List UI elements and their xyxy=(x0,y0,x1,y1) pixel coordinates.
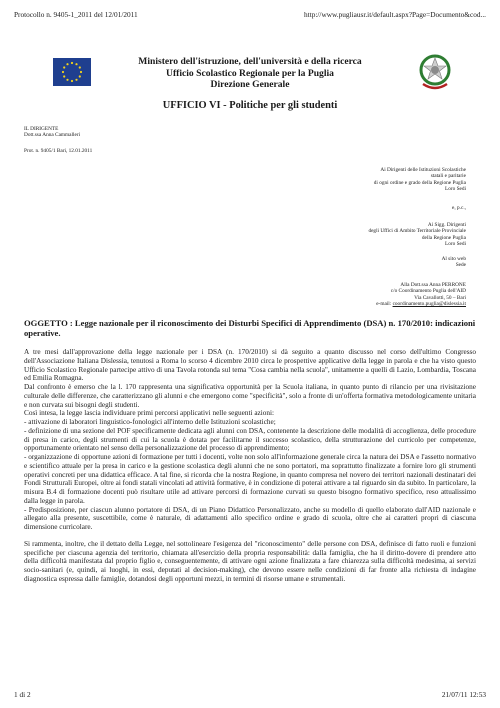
body-paragraph: A tre mesi dall'approvazione della legge nazionale per i DSA (n. 170/2010) si dà seguito a quanto discusso nel corso dell'ultimo Congresso dell'Associazione Italiana Dislessia, tenutosi a Roma lo scorso 4 dicembre 2010 circa le prospettive applicative della legge in parola e che ha visto questo Ufficio Scolastico Regionale partecipe attivo di una Tavola rotonda sul tema "Cosa cambia nella scuola", unitamente a quelli di Lazio, Lombardia, Toscana ed Emilia Romagna. xyxy=(24,348,476,383)
recipient-line: c/o Coordinamento Puglia dell'AID xyxy=(390,288,466,295)
recipient-line: della Regione Puglia xyxy=(421,234,466,241)
sender-name: Dott.ssa Anna Cammalleri xyxy=(24,132,81,139)
protocol-number: Prot. n. 9405/1 Bari, 12.01.2011 xyxy=(24,148,93,154)
recipient-line: Via Cavallotti, 50 – Bari xyxy=(414,294,466,301)
recipient-line: statali e paritarie xyxy=(430,173,466,180)
subject-line: OGGETTO : Legge nazionale per il riconoscimento dei Disturbi Specifici di Apprendimento (DSA) n. 170/2010: indicazioni operative. xyxy=(24,318,476,338)
body-paragraph: - definizione di una sezione del POF specificamente dedicata agli alunni con DSA, contenente la descrizione delle modalità di accoglienza, delle procedure di presa in carico, degli strumenti di cui la scuola è dotata per facilitarne il successo scolastico, della strutturazione del curricolo per competenze, opportunamente orientato nel senso della personalizzazione del processo di apprendimento; xyxy=(24,426,476,453)
letter-body xyxy=(24,348,476,584)
recipient-line: degli Uffici di Ambito Territoriale Provinciale xyxy=(368,228,466,235)
body-paragraph: Così intesa, la legge lascia individuare primi percorsi applicativi nelle seguenti azioni: xyxy=(24,409,275,418)
recipient-line: di ogni ordine e grado della Regione Puglia xyxy=(373,179,466,186)
office-title: UFFICIO VI - Politiche per gli studenti xyxy=(162,100,338,111)
recipients-block-aid xyxy=(216,282,466,308)
body-paragraph: - organizzazione di opportune azioni di formazione per tutti i docenti, volte non solo all'informazione generale circa la natura dei DSA e l'assetto normativo e scientifico attuale per la presa in carico e la gestione scolastica degli alunni che ne sono portatori, ma soprattutto finalizzate a fornire loro gli strumenti operativi concreti per una didattica efficace. A tal fine, si ricorda che la nostra Regione, in quanto compresa nel novero dei territori nazionali destinatari dei Fondi Strutturali Europei, oltre ai fondi statali vincolati ad attività formative, è in condizione di poterai attivare a tal riguardo sin da subito. In particolare, la misura B.4 di formazione docenti può risultare utile ad attivare percorsi di formazione curvati su questo bisogno formativo specifico, reso attualissimo dalla legge in parola. xyxy=(24,453,476,505)
body-paragraph: Si rammenta, inoltre, che il dettato della Legge, nel sottolineare l'esigenza del "riconoscimento" delle persone con DSA, definisce di fatto ruoli e funzioni specifiche per ciascuna agenzia del territorio, chiamata all'esercizio della propria responsabilità: dalla famiglia, che ha il diritto-dovere di prendere atto della difficoltà manifestata dal proprio figlio e, conseguentemente, di attivare ogni azione finalizzata a fare chiarezza sulla difficoltà medesima, ai servizi socio-sanitari (e, quindi, ai luoghi, in essi, deputati al decision-making), che devono essere nelle condizioni di far fronte alla richiesta di indagine diagnostica espressa dalle famiglie, dotandosi degli opportuni mezzi, in termini di risorse umane e strumentali. xyxy=(24,539,476,583)
recipient-line: Sede xyxy=(455,262,466,269)
eu-flag-icon xyxy=(53,58,91,86)
recipient-email-line xyxy=(216,301,466,307)
recipients-block-offices xyxy=(216,222,466,248)
print-header-url: http://www.pugliausr.it/default.aspx?Page=Documento&cod... xyxy=(304,10,486,19)
body-paragraph: Dal confronto è emerso che la l. 170 rappresenta una significativa opportunità per la Scuola italiana, in quanto punto di rilancio per una rivisitazione culturale delle differenze, che caratterizzano gli alunni e che emergono come "specificità", solo a fronte di un'offerta formativa metodologicamente unitaria e non curvata sui bisogni degli studenti. xyxy=(24,383,476,409)
regional-office-name: Ufficio Scolastico Regionale per la Puglia xyxy=(166,67,334,79)
ministry-name: Ministero dell'istruzione, dell'università e della ricerca xyxy=(138,56,362,67)
print-timestamp: 21/07/11 12:53 xyxy=(441,690,486,699)
email-link[interactable]: coordinamento.puglia@dislessia.it xyxy=(392,301,466,308)
recipient-line: Ai Sigg. Dirigenti xyxy=(427,222,466,228)
recipient-line: Ai Dirigenti delle Istituzioni Scolastiche xyxy=(380,167,466,173)
cc-label: e, p.c., xyxy=(452,205,466,211)
recipient-line: Loro Sedi xyxy=(444,241,466,248)
recipient-line: Alla Dott.ssa Anna PERRONE xyxy=(400,282,466,288)
recipients-block-schools xyxy=(216,167,466,193)
page-indicator: 1 di 2 xyxy=(14,690,31,699)
recipient-line: Loro Sedi xyxy=(444,186,466,193)
email-label: e-mail: xyxy=(376,301,393,308)
directorate-name: Direzione Generale xyxy=(210,79,290,90)
body-paragraph: - Predisposizione, per ciascun alunno portatore di DSA, di un Piano Didattico Personalizzato, anche su modello di quello elaborato dall'AID nazionale e allegato alla presente, suscettibile, come è naturale, di adattamenti allo specifico ordine e grado di scuola, oltre che ai caratteri propri di ciascuna dimensione curricolare. xyxy=(24,505,476,531)
recipients-block-website xyxy=(216,256,466,269)
sender-role: IL DIRIGENTE xyxy=(24,126,59,132)
print-header-title: Protocollo n. 9405-1_2011 del 12/01/2011 xyxy=(14,10,138,19)
italian-emblem-icon xyxy=(418,52,452,92)
body-paragraph: - attivazione di laboratori linguistico-fonologici all'interno delle Istituzioni scolastiche; xyxy=(24,418,276,426)
recipient-line: Al sito web xyxy=(441,256,466,262)
